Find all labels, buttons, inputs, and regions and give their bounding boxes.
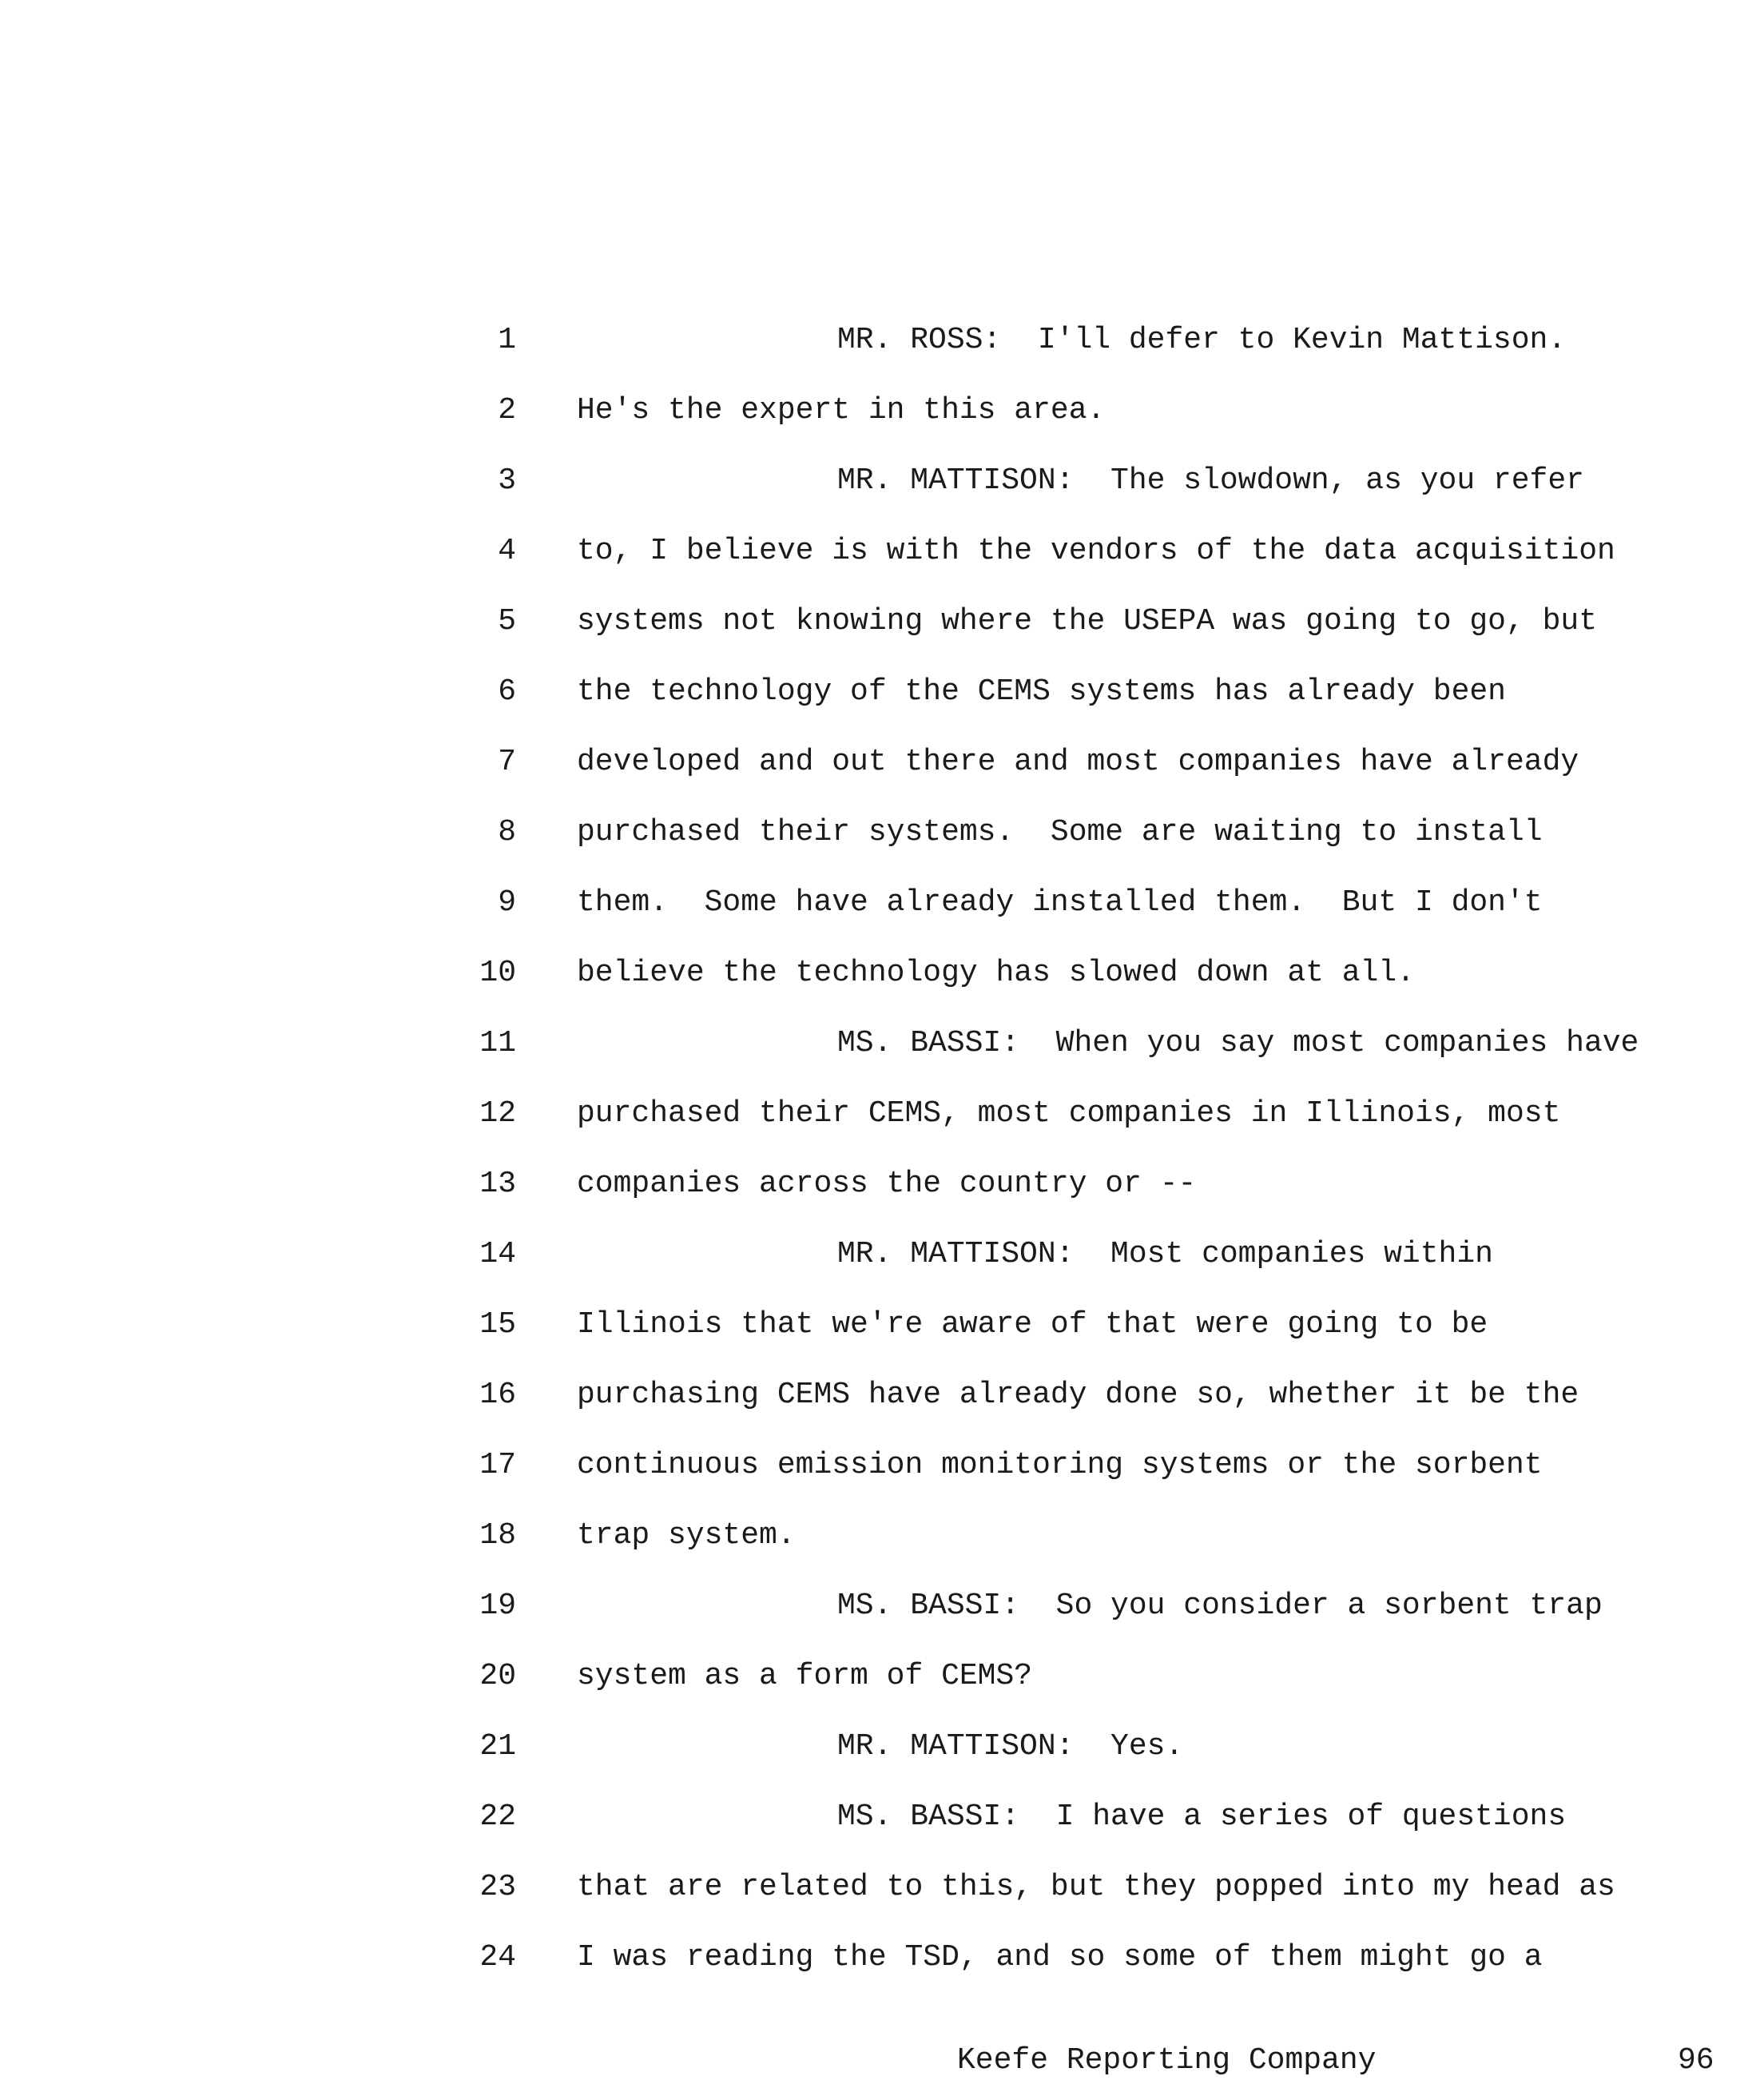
line-text: continuous emission monitoring systems or the sorbent (577, 1448, 1543, 1482)
line-text: He's the expert in this area. (577, 393, 1106, 428)
footer-company: Keefe Reporting Company (957, 2043, 1377, 2078)
transcript-body (0, 313, 1764, 2001)
line-number: 20 (479, 1659, 516, 1693)
line-number: 1 (498, 323, 516, 357)
line-number: 19 (479, 1589, 516, 1623)
line-text: trap system. (577, 1518, 796, 1553)
line-text: them. Some have already installed them. But I don't (577, 885, 1543, 920)
line-number: 5 (498, 604, 516, 638)
line-text: purchased their CEMS, most companies in Illinois, most (577, 1096, 1561, 1131)
transcript-line (0, 1016, 1764, 1087)
line-text: system as a form of CEMS? (577, 1659, 1033, 1693)
line-number: 12 (479, 1096, 516, 1131)
line-number: 8 (498, 815, 516, 849)
line-number: 17 (479, 1448, 516, 1482)
transcript-line (0, 595, 1764, 665)
transcript-line (0, 1860, 1764, 1931)
transcript-line (0, 665, 1764, 735)
line-number: 2 (498, 393, 516, 428)
transcript-line (0, 1087, 1764, 1157)
line-number: 21 (479, 1729, 516, 1764)
line-text: MS. BASSI: So you consider a sorbent trap (837, 1589, 1603, 1623)
line-number: 3 (498, 463, 516, 498)
transcript-line (0, 1368, 1764, 1438)
line-text: to, I believe is with the vendors of the data acquisition (577, 534, 1615, 568)
line-number: 23 (479, 1870, 516, 1904)
line-number: 10 (479, 956, 516, 990)
line-number: 11 (479, 1026, 516, 1060)
line-text: systems not knowing where the USEPA was going to go, but (577, 604, 1598, 638)
line-text: MS. BASSI: I have a series of questions (837, 1800, 1567, 1834)
line-number: 15 (479, 1307, 516, 1342)
line-number: 13 (479, 1167, 516, 1201)
line-text: purchased their systems. Some are waiting to install (577, 815, 1543, 849)
transcript-line (0, 524, 1764, 595)
line-text: purchasing CEMS have already done so, whether it be the (577, 1378, 1579, 1412)
transcript-line (0, 1579, 1764, 1649)
footer-page-number: 96 (1678, 2043, 1714, 2078)
transcript-line (0, 1509, 1764, 1579)
line-number: 22 (479, 1800, 516, 1834)
line-number: 9 (498, 885, 516, 920)
line-number: 18 (479, 1518, 516, 1553)
transcript-line (0, 1438, 1764, 1509)
line-text: developed and out there and most companies have already (577, 745, 1579, 779)
line-number: 16 (479, 1378, 516, 1412)
transcript-line (0, 384, 1764, 454)
transcript-line (0, 1931, 1764, 2001)
transcript-line (0, 946, 1764, 1016)
transcript-line (0, 454, 1764, 524)
transcript-line (0, 1227, 1764, 1298)
line-number: 7 (498, 745, 516, 779)
transcript-line (0, 1649, 1764, 1720)
line-text: that are related to this, but they popped into my head as (577, 1870, 1615, 1904)
transcript-line (0, 1298, 1764, 1368)
line-text: the technology of the CEMS systems has already been (577, 674, 1506, 709)
transcript-line (0, 1720, 1764, 1790)
transcript-line (0, 1790, 1764, 1860)
line-text: MS. BASSI: When you say most companies have (837, 1026, 1639, 1060)
line-text: I was reading the TSD, and so some of them might go a (577, 1940, 1543, 1975)
line-number: 24 (479, 1940, 516, 1975)
transcript-line (0, 735, 1764, 805)
line-text: Illinois that we're aware of that were going to be (577, 1307, 1488, 1342)
line-text: companies across the country or -- (577, 1167, 1197, 1201)
transcript-line (0, 876, 1764, 946)
line-text: MR. ROSS: I'll defer to Kevin Mattison. (837, 323, 1567, 357)
line-number: 14 (479, 1237, 516, 1271)
line-number: 6 (498, 674, 516, 709)
line-number: 4 (498, 534, 516, 568)
transcript-line (0, 1157, 1764, 1227)
transcript-line (0, 313, 1764, 384)
line-text: believe the technology has slowed down at all. (577, 956, 1415, 990)
line-text: MR. MATTISON: The slowdown, as you refer (837, 463, 1584, 498)
line-text: MR. MATTISON: Yes. (837, 1729, 1184, 1764)
line-text: MR. MATTISON: Most companies within (837, 1237, 1493, 1271)
transcript-line (0, 805, 1764, 876)
